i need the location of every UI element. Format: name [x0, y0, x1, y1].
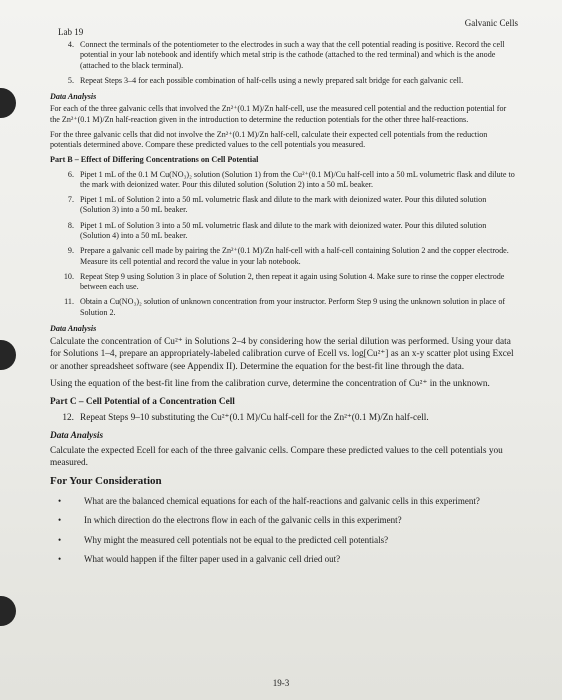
analysis-paragraph: Using the equation of the best-fit line from the calibration curve, determine the concentration of Cu²⁺ in the unknown. — [50, 379, 490, 390]
step-item: 12. Repeat Steps 9–10 substituting the Cu²⁺(0.1 M)/Cu half-cell for the Zn²⁺(0.1 M)/Zn half-cell. — [62, 412, 429, 423]
page-number: 19-3 — [272, 678, 290, 688]
step-item: 5. Repeat Steps 3–4 for each possible combination of half-cells using a newly prepared salt bridge for each galvanic cell. — [67, 75, 464, 85]
binder-hole — [0, 340, 16, 370]
bullet-icon: • — [58, 534, 62, 545]
step-item: 10. Repeat Step 9 using Solution 3 in place of Solution 2, then repeat it again using Solution 4. Make sure to rinse the copper electrode between each use. — [63, 271, 505, 292]
step-item: 11. Obtain a Cu(NO₃)₂ solution of unknown concentration from your instructor. Perform Step 9 using the unknown solution in place of Solution 2. — [64, 297, 506, 317]
bullet-icon: • — [58, 553, 62, 564]
part-b-heading: Part B – Effect of Differing Concentrations on Cell Potential — [50, 155, 259, 165]
step-item: 8. Pipet 1 mL of Solution 3 into a 50 mL volumetric flask and dilute to the mark with deionized water. Pour this diluted solution (Solution 4) into a 50 mL beaker. — [67, 220, 487, 240]
analysis-paragraph: For each of the three galvanic cells that involved the Zn²⁺(0.1 M)/Zn half-cell, use the measured cell potential and the reduction potential for the Zn²⁺(0.1 M)/Zn half-reaction given in the introduction to determine the reduction potentials for the other three half-reactions. — [50, 104, 507, 124]
data-analysis-heading: Data Analysis — [50, 92, 97, 102]
header-title: Galvanic Cells — [464, 18, 518, 28]
question-list — [50, 495, 516, 565]
step-item: 7. Pipet 1 mL of Solution 2 into a 50 mL volumetric flask and dilute to the mark with deionized water. Pour this diluted solution (Solution 3) into a 50 mL beaker. — [67, 195, 487, 215]
bullet-icon: • — [58, 515, 62, 526]
bullet-icon: • — [58, 496, 62, 507]
analysis-paragraph: Calculate the concentration of Cu²⁺ in Solutions 2–4 by considering how the serial dilution was performed. Using your data for Solutions 1–4, prepare an appropriately-labeled calibration curve of Ecell vs. log[Cu²⁺] as an x-y scatter plot using Excel or another spreadsheet software (see Appendix II). Determine the equation for the best-fit line through the data. — [50, 337, 514, 372]
analysis-paragraph: Calculate the expected Ecell for each of the three galvanic cells. Compare these predicted values to the cell potentials you measured. — [50, 445, 503, 468]
data-analysis-heading: Data Analysis — [50, 431, 104, 442]
part-c-heading: Part C – Cell Potential of a Concentration Cell — [50, 396, 235, 407]
list-item: • In which direction do the electrons flow in each of the galvanic cells in this experiment? — [50, 514, 516, 526]
binder-hole — [0, 88, 16, 118]
step-item: 6. Pipet 1 mL of the 0.1 M Cu(NO₃)₂ solution (Solution 1) from the Cu²⁺(0.1 M)/Cu half-cell into a 50 mL volumetric flask and dilute to the mark with deionized water. Pour this diluted solution (Solution 2) into a 50 mL beaker. — [67, 169, 515, 189]
steps-part-b — [50, 170, 516, 318]
binder-hole — [0, 596, 16, 626]
list-item: • What would happen if the filter paper used in a galvanic cell dried out? — [50, 553, 516, 565]
steps-part-a — [50, 40, 516, 86]
data-analysis-heading: Data Analysis — [50, 323, 97, 333]
step-item: 9. Prepare a galvanic cell made by pairing the Zn²⁺(0.1 M)/Zn half-cell with a half-cell containing Solution 2 and the copper electrode. Measure its cell potential and record the value in your lab notebook. — [67, 246, 509, 266]
analysis-paragraph: For the three galvanic cells that did not involve the Zn²⁺(0.1 M)/Zn half-cell, calculate their expected cell potentials from the reduction potentials determined above. Compare these predicted values to the cell potentials you measured. — [50, 129, 488, 150]
step-item: 4. Connect the terminals of the potentiometer to the electrodes in such a way that the cell potential reading is positive. Record the cell potential in your lab notebook and identify which metal strip is the cathode (attached to the red terminal) and which is the anode (attached to the black terminal). — [67, 40, 505, 70]
for-your-consideration-heading: For Your Consideration — [50, 475, 162, 488]
list-item: • What are the balanced chemical equations for each of the half-reactions and galvanic cells in this experiment? — [50, 495, 516, 507]
header-lab-number: Lab 19 — [58, 27, 84, 37]
list-item: • Why might the measured cell potentials not be equal to the predicted cell potentials? — [50, 534, 516, 546]
page-content — [50, 40, 516, 572]
